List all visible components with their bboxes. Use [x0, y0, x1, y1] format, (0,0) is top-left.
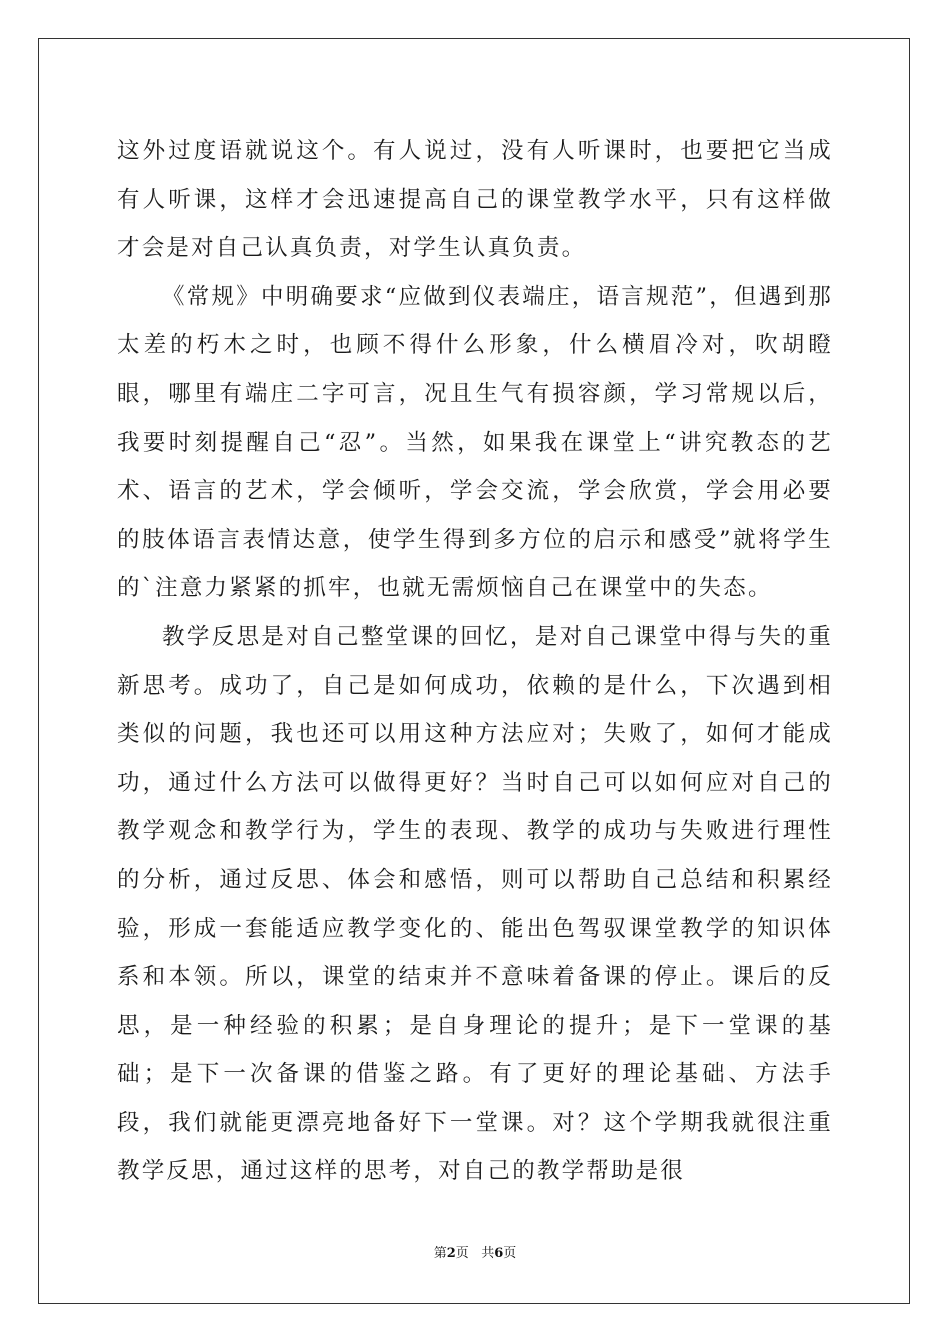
total-pages: 6	[494, 1246, 504, 1261]
page-label-prefix: 第	[433, 1246, 447, 1261]
total-label-prefix: 共	[481, 1246, 495, 1261]
paragraph-continuation: 这外过度语就说这个。有人说过，没有人听课时，也要把它当成有人听课，这样才会迅速提高自己的课堂教学水平，只有这样做才会是对自己认真负责，对学生认真负责。	[117, 138, 833, 262]
paragraph-conduct: 《常规》中明确要求“应做到仪表端庄，语言规范”，但遇到那太差的朽木之时，也顾不得什么形象，什么横眉冷对，吹胡瞪眼，哪里有端庄二字可言，况且生气有损容颜，学习常规以后，我要时刻提醒自己“忍”。当然，如果我在课堂上“讲究教态的艺术、语言的艺术，学会倾听，学会交流，学会欣赏，学会用必要的肢体语言表情达意，使学生得到多方位的启示和感受”就将学生的`注意力紧紧的抓牢，也就无需烦恼自己在课堂中的失态。	[117, 283, 833, 602]
page-label-suffix: 页	[455, 1246, 469, 1261]
total-label-suffix: 页	[503, 1246, 517, 1261]
paragraph-reflection: 教学反思是对自己整堂课的回忆，是对自己课堂中得与失的重新思考。成功了，自己是如何成功，依赖的是什么，下次遇到相类似的问题，我也还可以用这种方法应对；失败了，如何才能成功，通过什么方法可以做得更好？当时自己可以如何应对自己的教学观念和教学行为，学生的表现、教学的成功与失败进行理性的分析，通过反思、体会和感悟，则可以帮助自己总结和积累经验，形成一套能适应教学变化的、能出色驾驭课堂教学的知识体系和本领。所以，课堂的结束并不意味着备课的停止。课后的反思，是一种经验的积累；是自身理论的提升；是下一堂课的基础；是下一次备课的借鉴之路。有了更好的理论基础、方法手段，我们就能更漂亮地备好下一堂课。对？这个学期我就很注重教学反思，通过这样的思考，对自己的教学帮助是很	[117, 623, 833, 1185]
footer-separator	[469, 1246, 481, 1261]
page-number: 2	[446, 1246, 456, 1261]
document-body	[117, 127, 833, 1196]
page-footer	[0, 1245, 950, 1263]
